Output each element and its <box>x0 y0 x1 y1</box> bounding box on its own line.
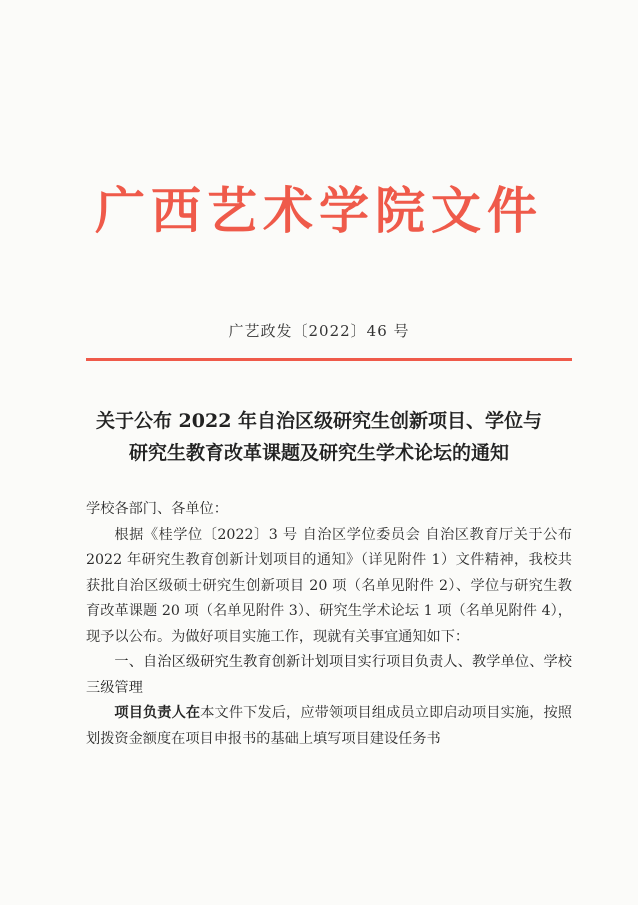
salutation: 学校各部门、各单位： <box>86 501 228 517</box>
body-paragraph-1: 根据《桂学位〔2022〕3 号 自治区学位委员会 自治区教育厅关于公布 2022 年研究生教育创新计划项目的通知》（详见附件 1）文件精神，我校共获批自治区级硕士研究生创新项目 20 项（名单见附件 2）、学位与研究生教育改革课题 20 项（名单见附件 3）、研究生学术论坛 1 项（名单见附件 4），现予以公布。为做好项目实施工作，现就有关事宜通知如下： <box>86 526 572 645</box>
notice-title-line-1: 关于公布 2022 年自治区级研究生创新项目、学位与 <box>95 410 543 432</box>
document-number: 广艺政发〔2022〕46 号 <box>228 322 410 340</box>
org-header-title: 广西艺术学院文件 <box>95 181 543 240</box>
section-heading-1: 一、自治区级研究生教育创新计划项目实行项目负责人、教学单位、学校三级管理 <box>86 654 572 696</box>
red-divider-line <box>86 358 572 361</box>
paragraph-2-bold-lead: 项目负责人在 <box>114 705 201 721</box>
notice-title <box>60 405 578 469</box>
notice-title-line-2: 研究生教育改革课题及研究生学术论坛的通知 <box>128 442 509 464</box>
body-paragraph-2 <box>86 701 572 752</box>
document-body <box>86 497 572 752</box>
paragraph-2-text: 本文件下发后，应带领项目组成员立即启动项目实施，按照划拨资金额度在项目申报书的基础上填写项目建设任务书 <box>86 705 572 747</box>
